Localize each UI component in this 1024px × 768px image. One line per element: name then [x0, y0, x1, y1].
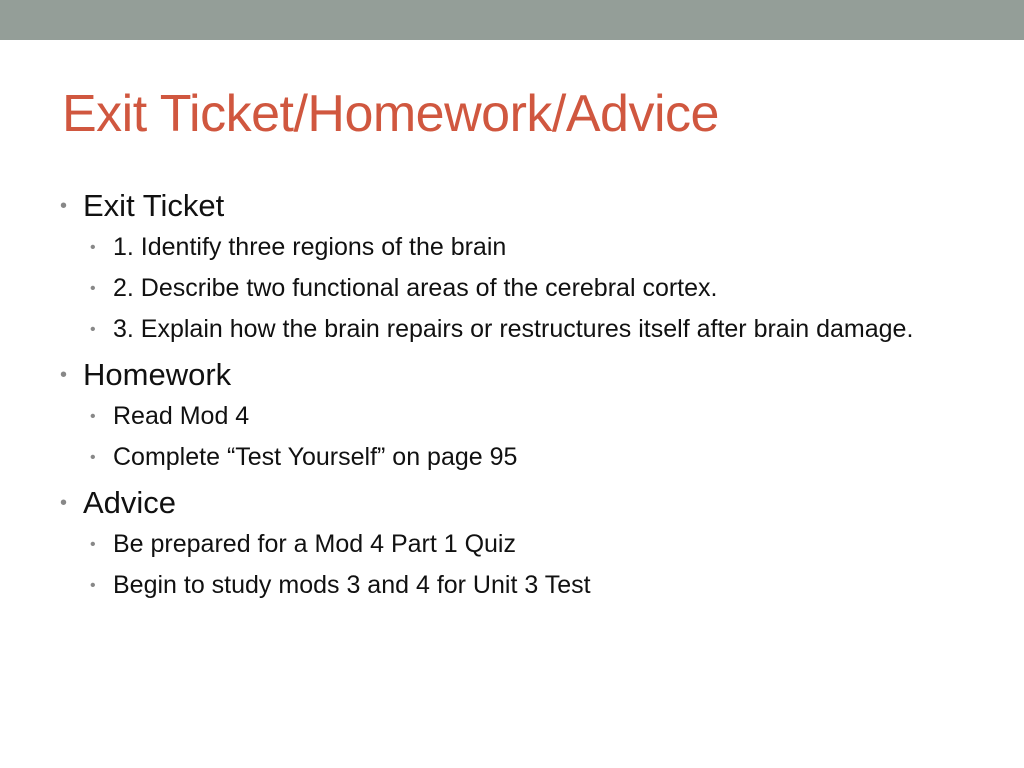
list-item: • 2. Describe two functional areas of the cerebral cortex.	[60, 271, 960, 306]
slide-title: Exit Ticket/Homework/Advice	[62, 85, 719, 143]
section-advice	[60, 483, 960, 603]
list-item: • Read Mod 4	[60, 399, 960, 434]
slide-content	[60, 186, 960, 609]
top-accent-bar	[0, 0, 1024, 40]
sub-list	[60, 399, 960, 475]
list-item: • 3. Explain how the brain repairs or restructures itself after brain damage.	[60, 312, 960, 347]
section-heading: • Exit Ticket	[60, 186, 960, 226]
section-heading: • Advice	[60, 483, 960, 523]
section-exit-ticket	[60, 186, 960, 347]
list-item: • Complete “Test Yourself” on page 95	[60, 440, 960, 475]
section-heading: • Homework	[60, 355, 960, 395]
sub-list	[60, 527, 960, 603]
sub-list	[60, 230, 960, 347]
list-item: • Begin to study mods 3 and 4 for Unit 3 Test	[60, 568, 960, 603]
list-item: • Be prepared for a Mod 4 Part 1 Quiz	[60, 527, 960, 562]
list-item: • 1. Identify three regions of the brain	[60, 230, 960, 265]
section-homework	[60, 355, 960, 475]
